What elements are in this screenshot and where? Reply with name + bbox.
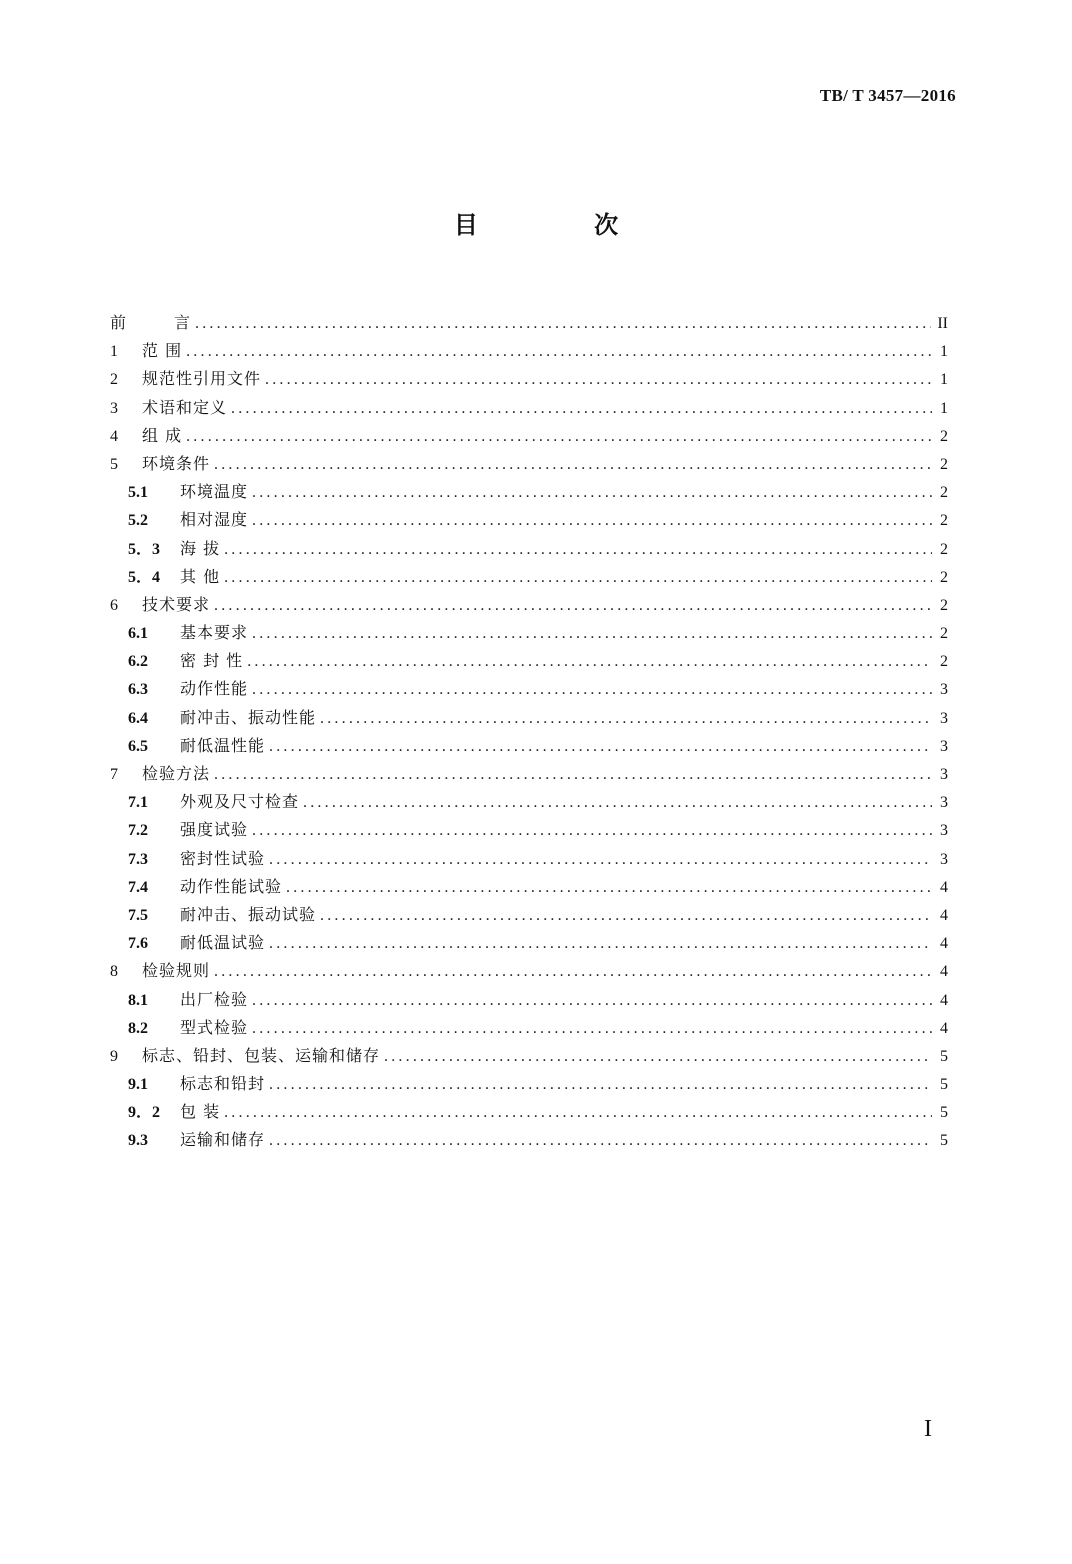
toc-entry-page: 4 (940, 1019, 948, 1037)
toc-leader-dots (269, 935, 932, 953)
toc-entry-number: 9.1 (128, 1076, 148, 1094)
toc-leader-dots (186, 343, 932, 361)
toc-leader-dots (247, 653, 932, 671)
table-of-contents (110, 310, 948, 1156)
toc-entry[interactable] (110, 930, 948, 958)
page-number: I (924, 1416, 932, 1442)
toc-entry-number: 4 (110, 427, 118, 445)
toc-entry[interactable] (110, 874, 948, 902)
toc-leader-dots (303, 794, 932, 812)
toc-entry-page: 3 (940, 850, 948, 868)
toc-entry-number: 前 (110, 315, 127, 332)
toc-entry-label: 出厂检验 (180, 989, 249, 1009)
toc-entry-page: 2 (940, 427, 948, 445)
toc-entry-page: 4 (940, 906, 948, 924)
toc-entry-label: 标志和铅封 (180, 1074, 266, 1094)
toc-leader-dots (252, 1020, 932, 1038)
toc-entry-label: 组 成 (142, 425, 183, 445)
toc-entry[interactable] (110, 592, 948, 620)
toc-entry-page: II (937, 315, 948, 332)
toc-entry[interactable] (110, 817, 948, 845)
toc-leader-dots (214, 963, 932, 981)
toc-entry-number: 6.4 (128, 709, 148, 727)
toc-leader-dots (320, 710, 932, 728)
toc-leader-dots (320, 907, 932, 925)
toc-entry-page: 4 (940, 963, 948, 981)
toc-leader-dots (252, 681, 932, 699)
toc-entry-number: 8.1 (128, 991, 148, 1009)
toc-leader-dots (224, 1104, 932, 1122)
toc-entry[interactable] (110, 705, 948, 733)
toc-leader-dots (269, 1132, 932, 1150)
toc-entry-number: 9 (110, 1047, 118, 1065)
toc-leader-dots (252, 512, 932, 530)
toc-entry-page: 3 (940, 766, 948, 783)
toc-entry[interactable] (110, 733, 948, 761)
toc-entry-page: 3 (940, 737, 948, 755)
toc-entry-label: 标志、铅封、包装、运输和储存 (142, 1045, 381, 1065)
toc-entry-number: 6.3 (128, 681, 148, 699)
toc-entry-number: 5.2 (128, 512, 148, 530)
toc-entry-page: 2 (940, 568, 948, 586)
toc-entry[interactable] (110, 451, 948, 479)
toc-entry-page: 3 (940, 709, 948, 727)
toc-entry-label: 型式检验 (180, 1017, 249, 1037)
toc-entry-number: 5．3 (128, 540, 161, 558)
toc-entry-number: 2 (110, 371, 118, 389)
toc-entry-number: 7.5 (128, 906, 148, 924)
toc-entry-page: 2 (940, 596, 948, 614)
toc-entry[interactable] (110, 958, 948, 986)
toc-entry-page: 1 (940, 371, 948, 389)
toc-entry-label: 动作性能 (180, 679, 249, 699)
toc-entry[interactable] (110, 1127, 948, 1155)
toc-entry-number: 3 (110, 399, 118, 417)
toc-leader-dots (224, 569, 932, 587)
toc-leader-dots (286, 879, 932, 897)
toc-entry-label: 外观及尺寸检查 (180, 792, 300, 812)
toc-entry[interactable] (110, 479, 948, 507)
toc-leader-dots (269, 738, 932, 756)
toc-entry[interactable] (110, 1071, 948, 1099)
toc-entry[interactable] (110, 310, 948, 338)
toc-entry-number: 1 (110, 343, 118, 361)
toc-entry-page: 2 (940, 653, 948, 671)
toc-leader-dots (265, 371, 932, 389)
toc-entry[interactable] (110, 846, 948, 874)
toc-leader-dots (195, 315, 931, 333)
toc-entry-label: 强度试验 (180, 820, 249, 840)
toc-entry-page: 5 (940, 1132, 948, 1150)
toc-entry-page: 3 (940, 794, 948, 812)
toc-entry-number: 9．2 (128, 1104, 161, 1122)
toc-entry-label: 环境温度 (180, 482, 249, 502)
toc-entry-label: 环境条件 (142, 453, 211, 473)
toc-entry-label: 海 拔 (180, 538, 221, 558)
toc-leader-dots (384, 1048, 932, 1066)
toc-entry-label: 检验规则 (142, 961, 211, 981)
toc-entry[interactable] (110, 536, 948, 564)
toc-entry[interactable] (110, 987, 948, 1015)
toc-entry-number: 8 (110, 963, 118, 981)
toc-leader-dots (269, 1076, 932, 1094)
toc-entry[interactable] (110, 1043, 948, 1071)
toc-entry-number: 6.5 (128, 737, 148, 755)
toc-entry-label: 密 封 性 (180, 651, 244, 671)
toc-entry-page: 5 (940, 1047, 948, 1065)
toc-entry-page: 2 (940, 455, 948, 473)
toc-entry-label: 基本要求 (180, 623, 249, 643)
toc-entry[interactable] (110, 648, 948, 676)
toc-leader-dots (252, 625, 932, 643)
toc-leader-dots (231, 400, 932, 418)
toc-leader-dots (214, 766, 932, 784)
toc-entry-label: 术语和定义 (142, 397, 228, 417)
toc-entry-label: 范 围 (142, 341, 183, 361)
toc-entry[interactable] (110, 564, 948, 592)
toc-entry-number: 5．4 (128, 568, 161, 586)
toc-entry-number: 9.3 (128, 1132, 148, 1150)
toc-entry-label: 耐冲击、振动试验 (180, 904, 317, 924)
toc-entry[interactable] (110, 676, 948, 704)
toc-entry-page: 4 (940, 991, 948, 1009)
toc-entry[interactable] (110, 1099, 948, 1127)
toc-entry[interactable] (110, 423, 948, 451)
toc-entry-label: 言 (174, 313, 192, 332)
toc-entry-label: 技术要求 (142, 594, 211, 614)
toc-leader-dots (214, 456, 932, 474)
toc-entry-page: 3 (940, 822, 948, 840)
toc-entry-number: 7.6 (128, 935, 148, 953)
toc-entry-number: 7.1 (128, 794, 148, 812)
toc-entry-label: 规范性引用文件 (142, 369, 262, 389)
toc-entry-number: 7.3 (128, 850, 148, 868)
toc-entry-label: 运输和储存 (180, 1130, 266, 1150)
toc-entry-label: 相对湿度 (180, 510, 249, 530)
toc-leader-dots (214, 597, 932, 615)
toc-entry-label: 密封性试验 (180, 848, 266, 868)
toc-entry[interactable] (110, 395, 948, 423)
toc-entry-label: 耐低温性能 (180, 735, 266, 755)
toc-entry[interactable] (110, 902, 948, 930)
toc-entry-page: 1 (940, 343, 948, 361)
toc-entry-page: 3 (940, 681, 948, 699)
toc-entry-number: 7 (110, 766, 118, 783)
toc-leader-dots (224, 541, 932, 559)
toc-entry[interactable] (110, 338, 948, 366)
toc-entry-number: 5.1 (128, 484, 148, 502)
toc-entry-number: 6 (110, 596, 118, 614)
toc-entry-label: 其 他 (180, 566, 221, 586)
toc-entry-label: 耐低温试验 (180, 933, 266, 953)
toc-entry-page: 4 (940, 935, 948, 953)
toc-entry-number: 5 (110, 455, 118, 473)
toc-entry[interactable] (110, 1015, 948, 1043)
toc-entry-page: 2 (940, 512, 948, 530)
toc-entry-label: 耐冲击、振动性能 (180, 707, 317, 727)
toc-entry-number: 6.2 (128, 653, 148, 671)
toc-leader-dots (252, 822, 932, 840)
toc-entry[interactable] (110, 789, 948, 817)
page-title: 目 次 (453, 210, 673, 239)
toc-entry-page: 5 (940, 1076, 948, 1094)
toc-entry-number: 6.1 (128, 625, 148, 643)
toc-entry[interactable] (110, 620, 948, 648)
toc-entry-label: 检验方法 (142, 764, 211, 783)
toc-entry-page: 2 (940, 540, 948, 558)
toc-leader-dots (269, 851, 932, 869)
toc-entry-page: 2 (940, 484, 948, 502)
toc-entry-page: 5 (940, 1104, 948, 1122)
toc-leader-dots (186, 428, 932, 446)
toc-entry-page: 1 (940, 399, 948, 417)
toc-entry-number: 8.2 (128, 1019, 148, 1037)
toc-entry-page: 4 (940, 878, 948, 896)
toc-entry-page: 2 (940, 625, 948, 643)
toc-entry-number: 7.4 (128, 878, 148, 896)
toc-entry-label: 动作性能试验 (180, 876, 283, 896)
toc-leader-dots (252, 484, 932, 502)
toc-entry[interactable] (110, 761, 948, 789)
toc-leader-dots (252, 992, 932, 1010)
toc-entry[interactable] (110, 366, 948, 394)
toc-entry-label: 包 装 (180, 1102, 221, 1122)
toc-entry[interactable] (110, 507, 948, 535)
standard-code: TB/ T 3457—2016 (819, 86, 956, 105)
toc-entry-number: 7.2 (128, 822, 148, 840)
